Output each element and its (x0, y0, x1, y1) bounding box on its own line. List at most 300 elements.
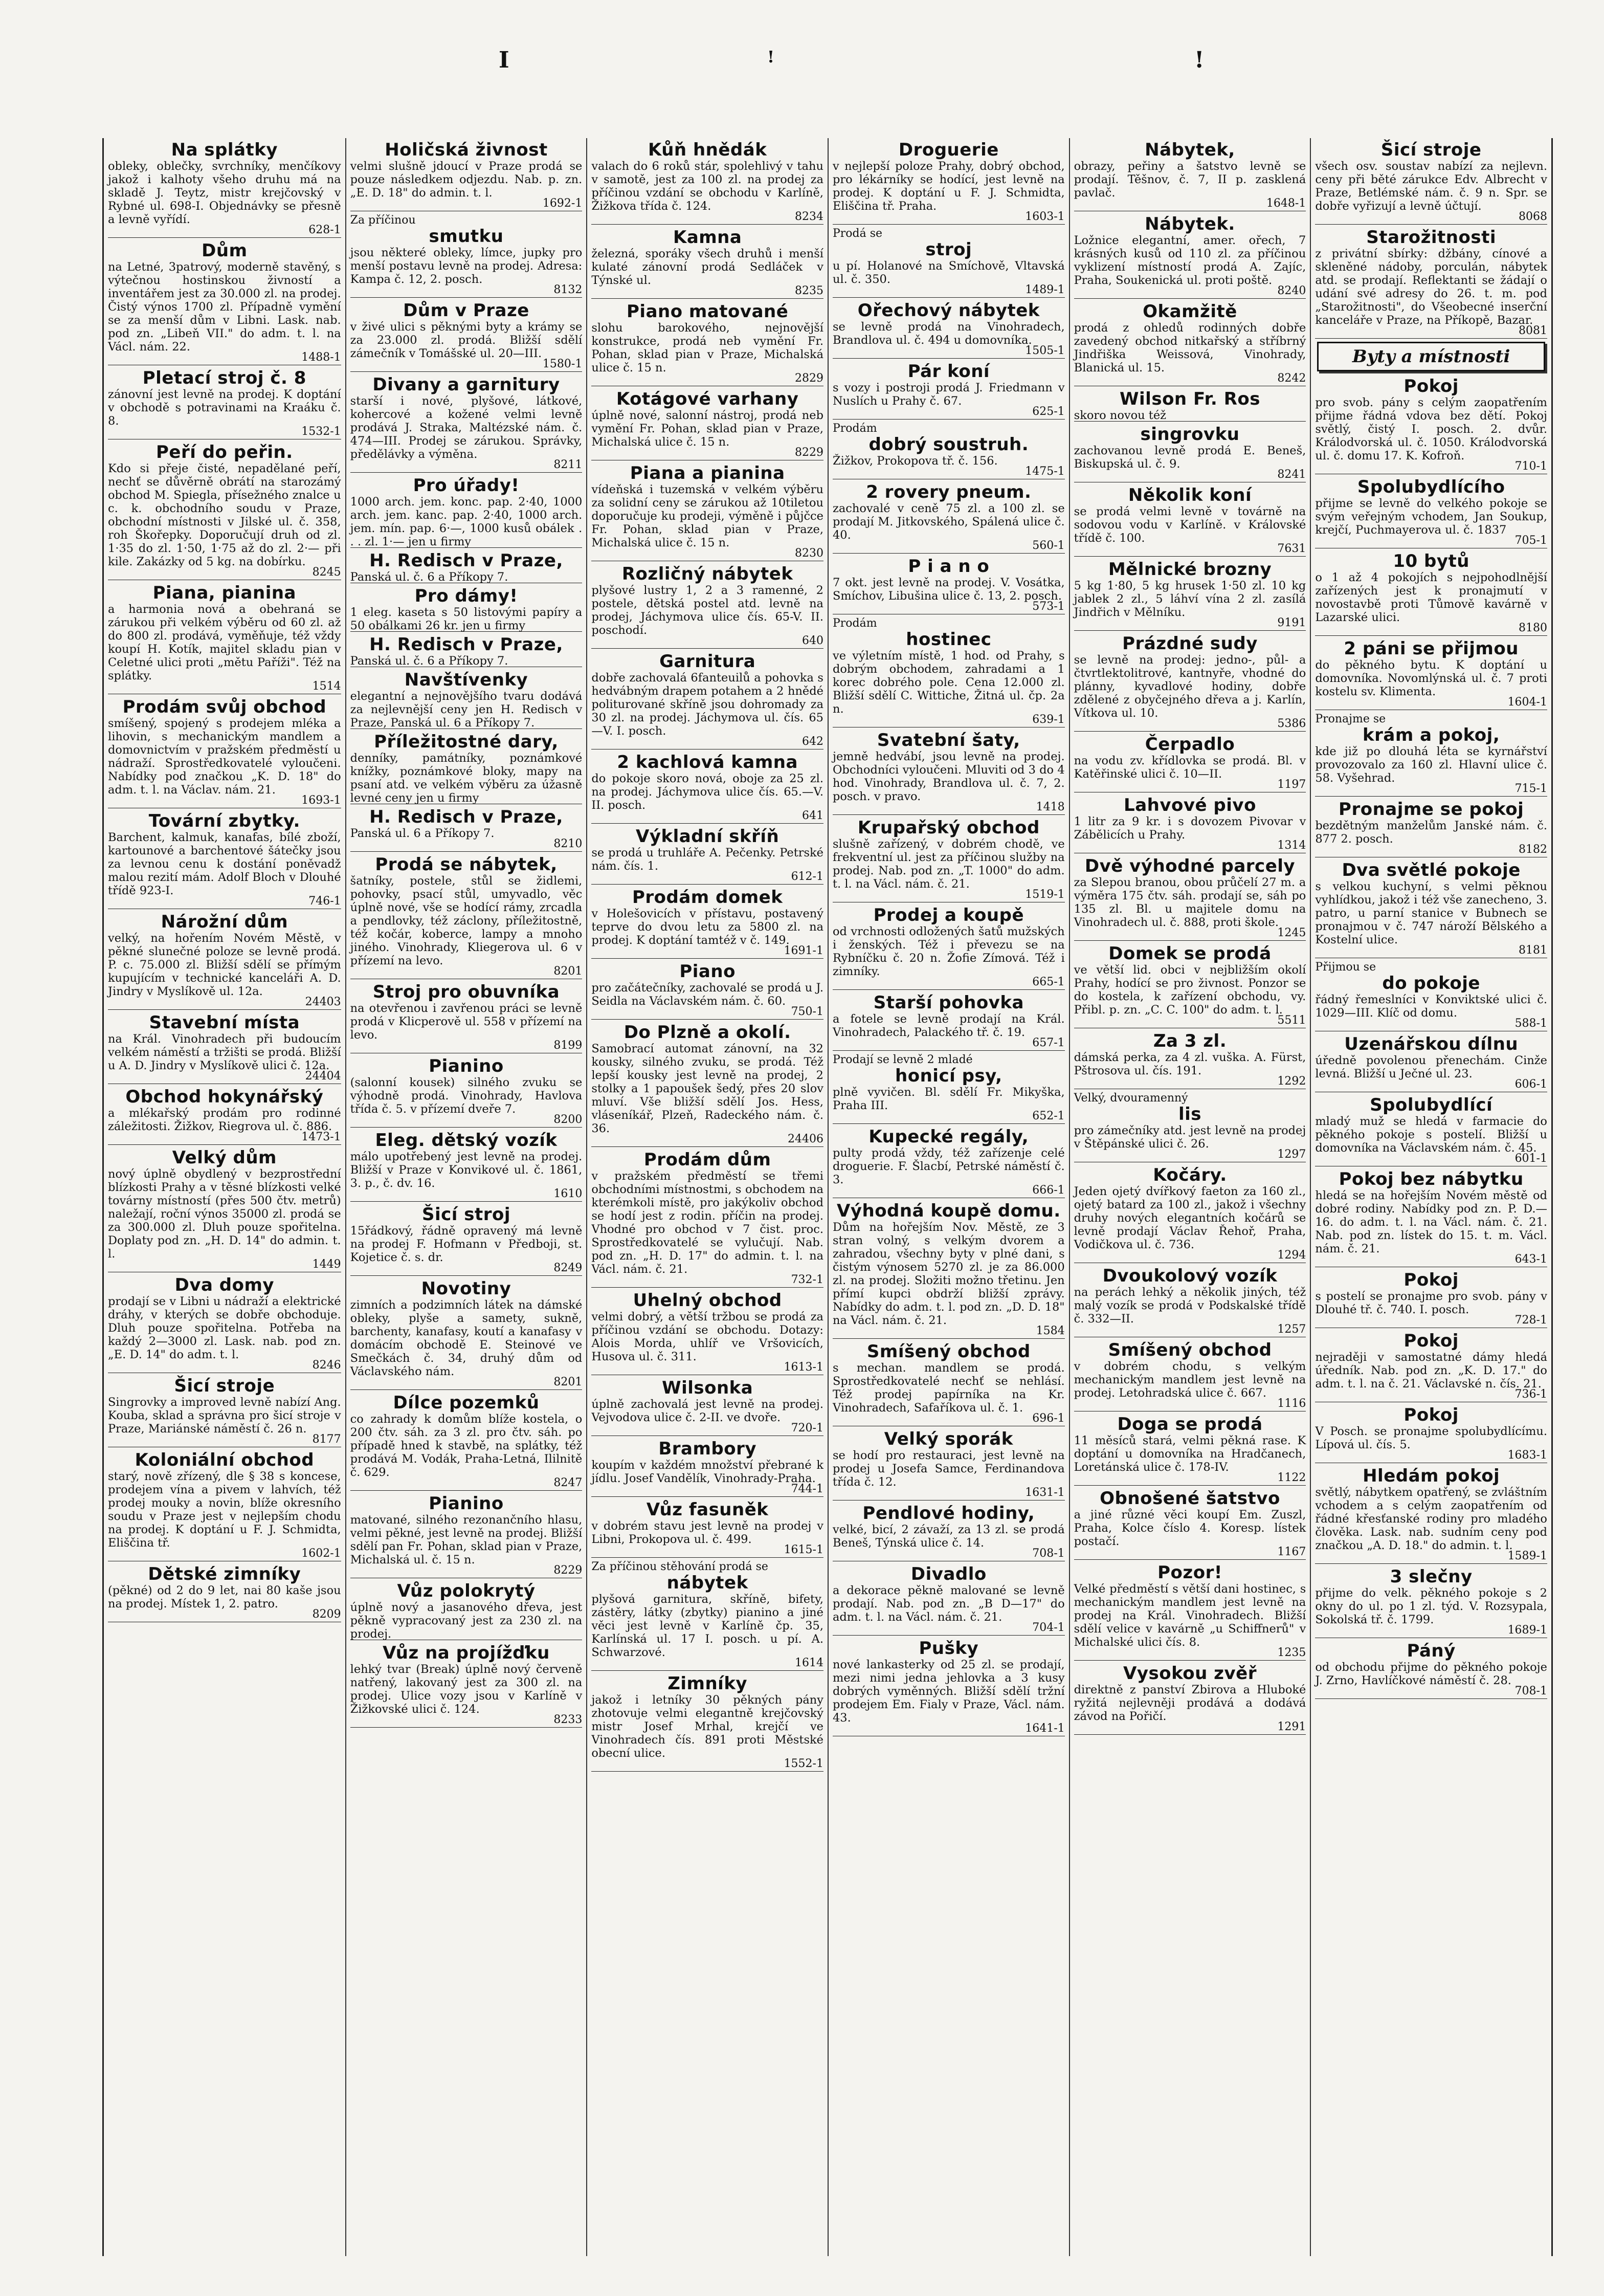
ad-body: s mechan. mandlem se prodá. Sprostředkovatelé nechť se nehlásí. Též prodej papírníka na Kr. Vinohradech, Safaříkova ul. č. 1. (832, 1361, 1065, 1415)
ad-code: 1584 (833, 1325, 1065, 1339)
ad-body: prodají se v Libni u nádraží a elektrické dráhy, v kterých se dobře obchoduje. Dluh pouze spořitelna. Potřeba na každý 2—3000 zl. Lask. nab. pod zn. „E. D. 14" do adm. t. l. (108, 1295, 341, 1361)
ad-body: od obchodu přijme do pěkného pokoje J. Zrno, Havlíčkové náměstí č. 28. (1315, 1661, 1547, 1687)
ad-body: nejraději v samostatné dámy hledá úředník. Nab. pod zn. „K. D. 17." do adm. t. l. na č. 21. Václavské n. čís. 21. (1315, 1351, 1547, 1390)
classified-ad (1074, 1165, 1306, 1263)
ad-title: Peří do peřin. (155, 442, 293, 462)
top-mark-1: I (499, 47, 509, 73)
ad-body: pro zámečníky atd. jest levně na prodej v Štěpánské ulici č. 26. (1074, 1124, 1306, 1151)
ad-code: 1613-1 (591, 1361, 823, 1375)
ad-title: Na splátky (171, 140, 278, 160)
ad-code: 1257 (1074, 1323, 1306, 1337)
ad-column-5 (1069, 138, 1310, 2256)
ad-title: Prodám dům (643, 1150, 771, 1170)
classified-ad (1315, 140, 1547, 225)
ad-code: 1532-1 (108, 426, 341, 439)
ad-title: krám a pokoj, (1363, 725, 1500, 745)
ad-title: Piano (679, 961, 736, 982)
ad-title: Spolubydlící (1370, 1095, 1493, 1115)
ad-code: 1167 (1074, 1546, 1306, 1560)
ad-title: Garnitura (659, 651, 756, 672)
ad-title: Příležitostné dary, (374, 732, 559, 752)
classified-ad (108, 443, 341, 580)
ad-code: 639-1 (833, 714, 1065, 727)
classified-ad (591, 463, 823, 561)
classified-ad (1074, 1266, 1306, 1337)
ad-code: 1197 (1074, 779, 1306, 792)
ad-title: Novotiny (421, 1278, 511, 1299)
classified-ad (1315, 1034, 1547, 1092)
ad-code: 8233 (350, 1714, 583, 1728)
ad-code: 560-1 (833, 540, 1065, 554)
ad-body: pro svob. pány s celým zaopatřením přijme řádná vdova bez dětí. Pokoj světlý, čistý I. posch. 2. dvůr. Králodvorská ul. č. 1050. Králodvorská ul. č. domu 17. K. Kofroň. (1315, 396, 1547, 462)
classified-ad (1315, 551, 1547, 636)
ad-code: 2829 (591, 372, 823, 386)
ad-body: elegantní a nejnovějšího tvaru dodává za nejlevnější ceny jen H. Redisch v Praze, Panská ul. 6 a Příkopy 7. (350, 690, 583, 730)
ad-body: a fotele se levně prodají na Král. Vinohradech, Palackého tř. č. 19. (832, 1012, 1065, 1039)
ad-title: H. Redisch v Praze, (369, 634, 563, 655)
ad-body: plně vyvičen. Bl. sdělí Fr. Mikyška, Praha III. (832, 1086, 1065, 1112)
ad-body: ve výletním místě, 1 hod. od Prahy, s dobrým obchodem, zahradami a 1 korec dobrého pole. Cena 12.000 zl. Bližší sdělí C. Wittiche, Žitná ul. čp. 2a n. (832, 649, 1065, 716)
classified-ad (1315, 1567, 1547, 1638)
ad-title: Do Plzně a okolí. (623, 1022, 791, 1043)
ad-lead: Pronajme se (1315, 713, 1386, 725)
ad-code: 8242 (1074, 372, 1306, 386)
ad-title: Dva světlé pokoje (1342, 860, 1521, 880)
classified-ad (108, 912, 341, 1010)
ad-title: Velký sporák (884, 1429, 1013, 1449)
ad-code: 8249 (350, 1262, 583, 1276)
ad-code: 7631 (1074, 543, 1306, 557)
ad-title: Navštívenky (404, 670, 528, 690)
classified-ad (350, 635, 583, 667)
ad-title: Pro dámy! (414, 586, 518, 606)
ad-body: mladý muž se hledá v farmacie do pěkného pokoje s postelí. Bližší u domovníka na Václavském nám. č. 45. (1315, 1115, 1547, 1155)
classified-ad (591, 888, 823, 959)
ad-body: v Holešovicích v přístavu, postavený teprve do dvou letu za 5800 zl. na prodej. K doptání tamtéž v č. 149. (591, 907, 823, 947)
ad-title: Piana a pianina (630, 463, 785, 483)
ad-title: Mělnické brozny (1108, 559, 1272, 580)
ad-code: 696-1 (833, 1412, 1065, 1426)
classified-ad (1315, 713, 1547, 797)
ad-body: 1000 arch. jem. konc. pap. 2·40, 1000 arch. jem. kanc. pap. 2·40, 1000 arch. jem. mín. pap. 6·—, 1000 kusů obálek . . . zl. 1·— jen u firmy (350, 495, 583, 548)
ad-body: nové lankasterky od 25 zl. se prodají, mezi nimi jedna jehlovka a 3 kusy dobrých vyměnných. Bližší sdělí tržní prodejem Em. Fialy v Praze, Václ. nám. 43. (832, 1658, 1065, 1725)
ad-title: Divany a garnitury (372, 374, 560, 395)
ad-body: ve větší lid. obci v nejbližším okolí Prahy, hodící se pro živnost. Ponzor se do kostela, k zařízení obchodu, vy. Přibl. p. zn. „C. C. 100" do adm. t. l. (1074, 963, 1306, 1017)
ad-body: pulty prodá vždy, též zařízenje celé droguerie. F. Šlacbí, Petrské náměstí č. 3. (832, 1146, 1065, 1186)
ad-title: Několik koní (1128, 485, 1252, 505)
ad-title: Šicí stroje (1380, 140, 1482, 160)
classified-ad (1074, 1340, 1306, 1411)
ad-code: 1473-1 (108, 1131, 341, 1145)
ad-code: 628-1 (108, 224, 341, 238)
ad-body: zánovní jest levně na prodej. K doptání v obchodě s potravinami na Kraáku č. 8. (108, 388, 341, 428)
ad-title: Tovární zbytky. (148, 811, 300, 831)
ad-body: v živé ulici s pěknými byty a krámy se za 23.000 zl. prodá. Bližší sdělí zámečník v Tomášské ul. 20—III. (350, 320, 583, 360)
ad-body: od vrchnosti odložených šatů mužských i ženských. Též i převezu se na Rybníčku č. 20 n. Žofie Zímová. Též i zimníky. (832, 925, 1065, 978)
classified-ad (108, 697, 341, 808)
ad-body: co zahrady k domům blíže kostela, o 200 čtv. sáh. za 3 zl. pro čtv. sáh. po případě hned k stavbě, na splátky, též prodává M. Vodák, Praha-Letná, Ililnitě č. 629. (350, 1412, 583, 1479)
ad-title: Pendlové hodiny, (862, 1503, 1035, 1524)
ad-code: 1116 (1074, 1398, 1306, 1411)
ad-body: Panská ul. č. 6 a Příkopy 7. (350, 654, 508, 668)
classified-ad (833, 1342, 1065, 1426)
ad-code: 1610 (350, 1188, 583, 1202)
ad-title: Vysokou zvěř (1123, 1663, 1257, 1684)
ad-column-1 (104, 138, 345, 2256)
classified-ad (1315, 1270, 1547, 1328)
ad-body: železná, sporáky všech druhů i menší kulaté zánovní prodá Sedláček v Týnské ul. (591, 247, 823, 287)
classified-ad (1074, 560, 1306, 631)
ad-code: 708-1 (833, 1548, 1065, 1561)
ad-code: 1314 (1074, 840, 1306, 853)
ad-title: Za 3 zl. (1153, 1031, 1227, 1051)
ad-code: 8235 (591, 285, 823, 299)
ad-body: Ložnice elegantní, amer. ořech, 7 krásných kusů od 110 zl. za příčinou vyklizení místností prodá A. Zajíc, Praha, Soukenická ul. proti poště. (1074, 234, 1306, 287)
ad-title: Prázdné sudy (1122, 633, 1258, 654)
ad-code: 1505-1 (833, 345, 1065, 359)
ad-code: 1631-1 (833, 1487, 1065, 1500)
ad-title: Pletací stroj č. 8 (142, 368, 306, 388)
ad-title: P i a n o (908, 556, 990, 577)
ad-body: starý, nově zřízený, dle § 38 s koncese, prodejem vína a pivem v lahvích, též prodej mouky a novin, blíže okresního soudu v Praze jest v nejlepším chodu na prodej. K doptání u F. J. Schmidta, Eliščina tř. (108, 1470, 341, 1550)
ad-body: Barchent, kalmuk, kanafas, bílé zboží, kartounové a barchentové šátečky jsou za levnou cenu k dostání poněvadž malou rezití mám. Adolf Bloch v Dlouhé třídě 923-I. (108, 831, 341, 897)
ad-code: 1418 (833, 801, 1065, 815)
ad-title: Vůz polokrytý (397, 1581, 536, 1601)
ad-title: Výhodná koupě domu. (837, 1201, 1061, 1221)
ad-body: Singrovky a improved levně nabízí Ang. Kouba, sklad a správna pro šicí stroje v Praze, Mariánské náměstí č. 26 n. (108, 1396, 341, 1436)
classified-ad (1315, 1405, 1547, 1463)
classified-ad (108, 1013, 341, 1084)
ad-code: 1689-1 (1315, 1624, 1547, 1638)
classified-ad (591, 1023, 823, 1147)
ad-code: 8230 (591, 547, 823, 561)
ad-column-2 (345, 138, 587, 2256)
ad-title: Stavební místa (149, 1012, 300, 1033)
ad-code: 8201 (350, 1376, 583, 1390)
ad-body: hledá se na hořejším Novém městě od dobré rodiny. Nabídky pod zn. P. D.—16. do adm. t. l. na Václ. nám. č. 21. Nab. pod zn. lístek do 15. t. m. Václ. nám. č. 21. (1315, 1189, 1547, 1255)
ad-body: Velké předměstí s větší dani hostinec, s mechanickým mandlem jest levně na prodej na Král. Vinohradech. Bližší sdělí velice v kavárně „u Schiffnerů" v Michalské ulici čís. 8. (1074, 1582, 1306, 1649)
ad-title: Obchod hokynářský (125, 1087, 324, 1107)
ad-body: z privátní sbírky: džbány, cínové a skleněné nádoby, porculán, nábytek atd. se prodají. Reflektanti se žádají o udání své adresy do 26. t. m. pod „Starožitnosti", do Všeobecné inserční kanceláře v Praze, na Příkopě, Bazar. (1315, 247, 1547, 327)
classified-ad (350, 1393, 583, 1491)
ad-title: Dům v Praze (403, 300, 529, 321)
classified-ad (591, 827, 823, 885)
ad-code: 8081 (1315, 325, 1547, 339)
ad-code: 643-1 (1315, 1253, 1547, 1267)
ad-body: s velkou kuchyní, s velmi pěknou vyhlídkou, jakož i též vše zanecheno, 3. patro, u parní stanice v Bubnech se pronajmou v č. 747 nároží Bělského a Kostelní ulice. (1315, 880, 1547, 946)
ad-title: Svatební šaty, (877, 730, 1020, 750)
ad-code: 665-1 (833, 976, 1065, 990)
ad-title: Nárožní dům (161, 912, 288, 932)
ad-title: Okamžitě (1143, 301, 1237, 322)
ad-title: 2 páni se přijmou (1344, 638, 1519, 659)
ad-code: 1294 (1074, 1249, 1306, 1263)
ad-title: do pokoje (1382, 973, 1480, 994)
ad-code: 1648-1 (1074, 197, 1306, 211)
ad-code: 24404 (108, 1070, 341, 1084)
ad-body: na Letné, 3patrový, moderně stavěný, s výtečnou hostinskou živností a inventářem jest za 30.000 zl. na prodej. Čistý výnos 1700 zl. Případně vymění se za menší dům v Libni. Lask. nab. pod zn. „Libeň VII." do adm. t. l. na Václ. nám. 22. (108, 260, 341, 354)
ad-title: Smíšený obchod (866, 1341, 1031, 1362)
classified-ad (1315, 1169, 1547, 1267)
ad-code: 710-1 (1315, 460, 1547, 474)
ad-body: lehký tvar (Break) úplně nový červeně natřený, lakovaný jest za 300 zl. na prodej. Ulice vozy jsou v Karlíně v Žižkovské ulici č. 124. (350, 1663, 583, 1716)
ad-title: Rozličný nábytek (621, 564, 793, 584)
classified-ad (833, 1429, 1065, 1500)
classified-ad (350, 214, 583, 298)
ad-code: 1614 (591, 1657, 823, 1671)
ad-title: Šicí stroj (421, 1204, 511, 1225)
ad-body: v nejlepší poloze Prahy, dobrý obchod, pro lékárníky se hodící, jest levně na prodej. K doptání u F. J. Schmidta, Eliščina tř. Praha. (832, 160, 1065, 213)
ad-title: Divadlo (910, 1564, 987, 1584)
ad-code: 728-1 (1315, 1314, 1547, 1328)
ad-code: 606-1 (1315, 1078, 1547, 1092)
ad-column-3 (586, 138, 828, 2256)
top-marks (0, 47, 1604, 78)
ad-code: 750-1 (591, 1006, 823, 1020)
ad-title: Doga se prodá (1117, 1414, 1263, 1434)
ad-title: H. Redisch v Praze, (369, 807, 563, 827)
classified-ad (833, 1639, 1065, 1736)
ad-body: na Král. Vinohradech při budoucím velkém náměstí a tržišti se prodá. Bližší u A. D. Jindry v Myslíkově ulici č. 12a. (108, 1032, 341, 1072)
ad-lead: Velký, dvouramenný (1074, 1092, 1188, 1105)
classified-ad (108, 368, 341, 439)
classified-ad (108, 1376, 341, 1447)
classified-ad (350, 140, 583, 211)
ad-code: 9191 (1074, 617, 1306, 631)
ad-code: 8199 (350, 1040, 583, 1053)
classified-ad (1315, 1466, 1547, 1564)
ad-body: velký, na hořením Novém Městě, v pěkné slunečné poloze se levně prodá. P. c. 75.000 zl. Bližší sdělí se přímým kupujícím v technické kanceláři A. D. Jindry v Myslíkově ul. 12a. (108, 932, 341, 998)
ad-code: 8245 (108, 566, 341, 580)
ad-title: Krupařský obchod (857, 818, 1040, 838)
ad-body: 7 okt. jest levně na prodej. V. Vosátka, Smíchov, Libušina ulice č. 13, 2. posch. (832, 576, 1065, 603)
ad-code: 1489-1 (833, 284, 1065, 298)
ad-title: Pokoj (1404, 1405, 1459, 1425)
ad-body: do pokoje skoro nová, oboje za 25 zl. na prodej. Jáchymova ulice čís. 65.—V. II. posch. (591, 772, 823, 812)
ad-code: 657-1 (833, 1037, 1065, 1051)
ad-title: Prodej a koupě (873, 905, 1024, 925)
ad-title: honicí psy, (895, 1066, 1003, 1086)
ad-body: světlý, nábytkem opatřený, se zvláštním vchodem a s celým zaopatřením od řádné křesťanské rodiny pro mladého člověka. Lask. nab. sudním ceny pod značkou „A. D. 18." do admin. t. l. (1315, 1486, 1547, 1552)
ad-body: plyšové lustry 1, 2 a 3 ramenné, 2 postele, dětská postel atd. levně na prodej, Jáchymova ulice čís. 65-V. II. poschodí. (591, 584, 823, 637)
ad-code: 8234 (591, 211, 823, 225)
classified-ad (350, 301, 583, 372)
ad-lead: Prodá se (832, 227, 883, 240)
ad-code: 1693-1 (108, 794, 341, 808)
ad-code: 1683-1 (1315, 1449, 1547, 1463)
classified-ad (1074, 1031, 1306, 1089)
ad-title: Kočáry. (1153, 1165, 1227, 1185)
ad-body: skoro novou též (1074, 409, 1166, 422)
ad-body: v pražském předměstí se třemi obchodními místnostmi, s obchodem na kterémkoli místě, pro jakýkoliv obchod se hodí jest z rodin. příčin na prodej. Vhodné pro obchod v 7 čist. proc. Sprostředkovatelé se vylučují. Nab. pod zn. „H. D. 17" do admin. t. l. na Václ. nám. č. 21. (591, 1169, 823, 1276)
ad-code: 640 (591, 635, 823, 649)
classified-ad (833, 228, 1065, 298)
classified-ad (350, 1205, 583, 1276)
ad-body: 1 litr za 9 kr. i s dovozem Pivovar v Zábělicích u Prahy. (1074, 815, 1306, 842)
ad-body: a harmonia nová a obehraná se zárukou při velkém výběru od 60 zl. až do 800 zl. prodává, vyměňuje, též vždy koupí H. Kotík, majitel skladu pian v Celetné ulici proti „mětu Paříži". Též na splátky. (108, 603, 341, 682)
ad-code: 5511 (1074, 1014, 1306, 1028)
ad-body: kde již po dlouhá léta se kyrnářství provozovalo za 160 zl. Hlavní ulice č. 58. Vyšehrad. (1315, 745, 1547, 785)
ad-body: Jeden ojetý dvířkový faeton za 160 zl., ojetý batard za 100 zl., jakož i všechny druhy nových elegantních kočárů se levně prodají Václav Řehoř, Praha, Vodičkova ul. č. 736. (1074, 1185, 1306, 1251)
ad-code: 8247 (350, 1477, 583, 1491)
ad-title: Holičská živnost (385, 140, 548, 160)
ad-title: H. Redisch v Praze, (369, 550, 563, 571)
ad-body: o 1 až 4 pokojích s nejpohodlnější zařízených jest k pronajmutí v novostavbě proti Tůmově kavárně v Lazarské ulici. (1315, 571, 1547, 624)
classified-ad (591, 564, 823, 649)
ad-title: Prodám domek (632, 887, 783, 908)
ad-code: 1580-1 (350, 358, 583, 372)
ad-body: prodá z ohledů rodinných dobře zavedený obchod nitkařský a stříbrný Jindřiška Weissová, Vinohrady, Blanická ul. 15. (1074, 321, 1306, 374)
ad-body: se levně na prodej: jedno-, půl- a čtvrtlektolitrové, kantnyře, vhodné do plánny, kyvadlové hodiny, dobře zdělené z obyčejného dřeva a j. Karlín, Vítkova ul. 10. (1074, 653, 1306, 720)
ad-title: lis (1178, 1104, 1202, 1124)
ad-body: Panská ul. č. 6 a Příkopy 7. (350, 570, 508, 584)
ad-title: Dvoukolový vozík (1102, 1266, 1278, 1286)
ad-code: 8241 (1074, 469, 1306, 482)
ad-title: Dvě výhodné parcely (1084, 856, 1296, 876)
classified-ad (350, 855, 583, 979)
ad-title: Vůz fasuněk (646, 1499, 769, 1520)
classified-ad (108, 140, 341, 238)
classified-ad (1315, 800, 1547, 857)
ad-code: 1602-1 (108, 1548, 341, 1561)
classified-ad (833, 557, 1065, 614)
ad-title: Šicí stroje (174, 1376, 275, 1396)
ad-code: 1488-1 (108, 351, 341, 365)
ad-body: úplně zachovalá jest levně na prodej. Vejvodova ulice č. 2-II. ve dvoře. (591, 1398, 823, 1424)
ad-code: 1691-1 (591, 945, 823, 959)
classified-ad (833, 617, 1065, 727)
ad-body: do pěkného bytu. K doptání u domovníka. Novomlýnská ul. č. 7 proti kostelu sv. Klimenta. (1315, 658, 1547, 698)
ad-body: pro začátečníky, zachovalé se prodá u J. Seidla na Václavském nám. č. 60. (591, 981, 823, 1008)
ad-code: 736-1 (1315, 1388, 1547, 1402)
ad-code: 24403 (108, 996, 341, 1010)
ad-code: 1552-1 (591, 1758, 823, 1772)
classified-ad (1074, 1415, 1306, 1486)
ad-title: Stroj pro obuvníka (372, 982, 560, 1002)
ad-code: 1615-1 (591, 1544, 823, 1558)
ad-title: Droguerie (898, 140, 999, 160)
ad-body: 1 eleg. kaseta s 50 listovými papíry a 50 obálkami 26 kr. jen u firmy (350, 606, 583, 632)
classified-ad (108, 1148, 341, 1272)
ad-body: s vozy i postroji prodá J. Friedmann v Nuslích u Prahy č. 67. (832, 381, 1065, 408)
classified-ad (833, 482, 1065, 554)
ad-body: Žižkov, Prokopova tř. č. 156. (832, 454, 998, 468)
ad-title: Prodá se nábytek, (375, 854, 558, 875)
ad-body: u pí. Holanové na Smíchově, Vltavská ul. č. 350. (832, 259, 1065, 286)
ad-code: 666-1 (833, 1184, 1065, 1198)
ad-body: valach do 6 roků stár, spolehlivý v tahu v samotě, jest za 100 zl. na prodej za příčinou vzdání se obchodu v Karlíně, Žižkova třída č. 124. (591, 160, 823, 213)
ad-title: Lahvové pivo (1124, 795, 1256, 815)
classified-ad (1074, 1489, 1306, 1560)
ad-body: se hodí pro restauraci, jest levně na prodej u Josefa Samce, Ferdinandova třída č. 12. (832, 1449, 1065, 1489)
ad-body: jsou některé obleky, límce, jupky pro menší postavu levně na prodej. Adresa: Kampa č. 12, 2. posch. (350, 246, 583, 286)
ad-code: 746-1 (108, 895, 341, 909)
ad-code: 1603-1 (833, 211, 1065, 225)
ad-body: se levně prodá na Vinohradech, Brandlova ul. č. 494 u domovníka. (832, 320, 1065, 347)
ad-code: 1475-1 (833, 466, 1065, 479)
classified-ad (591, 389, 823, 460)
ad-code: 8182 (1315, 844, 1547, 857)
ad-body: řádný řemeslníci v Konviktské ulici č. 1029—III. Klíč od domu. (1315, 993, 1547, 1020)
ad-title: Velký dům (172, 1147, 277, 1168)
ad-title: Dílce pozemků (393, 1393, 540, 1413)
ad-code: 708-1 (1315, 1685, 1547, 1699)
ad-lead: Za příčinou (350, 214, 416, 227)
classified-ad (1315, 1331, 1547, 1402)
ad-title: 10 bytů (1393, 551, 1469, 571)
ad-title: Čerpadlo (1145, 734, 1235, 755)
ad-body: (pěkné) od 2 do 9 let, nai 80 kaše jsou na prodej. Místek 1, 2. patro. (108, 1584, 341, 1610)
ad-title: Starožitnosti (1366, 227, 1497, 248)
classified-ad (108, 1275, 341, 1373)
classified-ad (591, 1500, 823, 1558)
ad-body: (salonní kousek) silného zvuku se výhodně prodá. Vinohrady, Havlova třída č. 5. v přízemí dveře 7. (350, 1076, 583, 1116)
classified-ad (108, 583, 341, 694)
ad-body: smíšený, spojený s prodejem mléka a lihovin, s mechanickým mandlem a domovnictvím v pražském předměstí u nádraží. Sprostředkovatelé vyloučeni. Nabídky pod značkou „K. D. 18" do adm. t. l. na Václav. nám. 21. (108, 717, 341, 797)
classified-ad (1315, 477, 1547, 548)
ad-lead: Přijmou se (1315, 961, 1376, 974)
ad-code: 8209 (108, 1608, 341, 1622)
classified-ad (833, 731, 1065, 815)
ad-title: Kupecké regály, (868, 1127, 1029, 1147)
ad-body: na perách lehký a několik jiných, též malý vozík se prodá v Podskalské třídě č. 332—II. (1074, 1286, 1306, 1326)
ad-code: 744-1 (591, 1483, 823, 1497)
ad-code: 24406 (591, 1133, 823, 1147)
ad-body: úplně nový a jasanového dřeva, jest pěkně vypracovaný jest za 230 zl. na prodej. (350, 1601, 583, 1641)
classified-ad (1315, 860, 1547, 958)
classified-ad (1315, 639, 1547, 710)
ad-title: Domek se prodá (1108, 943, 1272, 964)
ad-body: šatníky, postele, stůl se židlemi, pohovky, psací stůl, umyvadlo, věc úplně nové, vše se hodící rámy, zrcadla a pendlovky, též záclony, příležitostně, též kočár, koberce, lampy a mnoho jiného. Vinohrady, Kliegerova ul. 6 v přízemí na levo. (350, 874, 583, 967)
classified-ad (591, 228, 823, 299)
ad-title: Kůň hnědák (648, 140, 767, 160)
classified-ad (350, 1494, 583, 1578)
ad-title: nábytek (666, 1573, 748, 1593)
classified-ad (1315, 228, 1547, 339)
ad-body: 15řádkový, řádně opravený má levně na prodej F. Hofmann v Předboji, st. Kojetice č. s. dr. (350, 1224, 583, 1264)
ad-column-4 (828, 138, 1069, 2256)
ad-body: jemně hedvábí, jsou levně na prodej. Obchodníci vyloučeni. Mluviti od 3 do 4 hod. Vinohrady, Brandlova ul. č. 7, 2. posch. v pravo. (832, 750, 1065, 803)
ad-body: a dekorace pěkně malované se levně prodají. Nab. pod zn. „B D—17" do adm. t. l. na Václ. nám. č. 21. (832, 1584, 1065, 1624)
ad-lead: Prodají se levně 2 mladé (832, 1053, 973, 1066)
classified-ad (350, 982, 583, 1053)
ad-lead: Za příčinou stěhování prodá se (591, 1560, 768, 1573)
ad-title: Páný (1407, 1641, 1456, 1661)
ad-code: 1692-1 (350, 197, 583, 211)
classified-ad (591, 962, 823, 1020)
classified-ad (108, 1087, 341, 1145)
classified-ad (1074, 735, 1306, 792)
ad-body: s postelí se pronajme pro svob. pány v Dlouhé tř. č. 740. I. posch. (1315, 1290, 1547, 1316)
ad-body: Panská ul. 6 a Příkopy 7. (350, 827, 495, 840)
ad-columns (102, 138, 1553, 2256)
ad-code: 588-1 (1315, 1018, 1547, 1031)
classified-ad (350, 807, 583, 852)
classified-ad (350, 375, 583, 473)
classified-ad (833, 906, 1065, 990)
classified-ad (591, 1150, 823, 1288)
ad-title: Nábytek, (1145, 140, 1235, 160)
ad-title: Dům (202, 240, 248, 261)
classified-ad (833, 818, 1065, 902)
ad-body: obrazy, peřiny a šatstvo levně se prodají. Těšnov, č. 7, II p. zasklená pavlač. (1074, 160, 1306, 200)
ad-title: Uhelný obchod (633, 1290, 782, 1311)
classified-ad (1074, 140, 1306, 211)
ad-code: 1122 (1074, 1472, 1306, 1486)
classified-ad (833, 1201, 1065, 1339)
ad-title: Nábytek. (1145, 214, 1235, 234)
classified-ad (1074, 485, 1306, 557)
